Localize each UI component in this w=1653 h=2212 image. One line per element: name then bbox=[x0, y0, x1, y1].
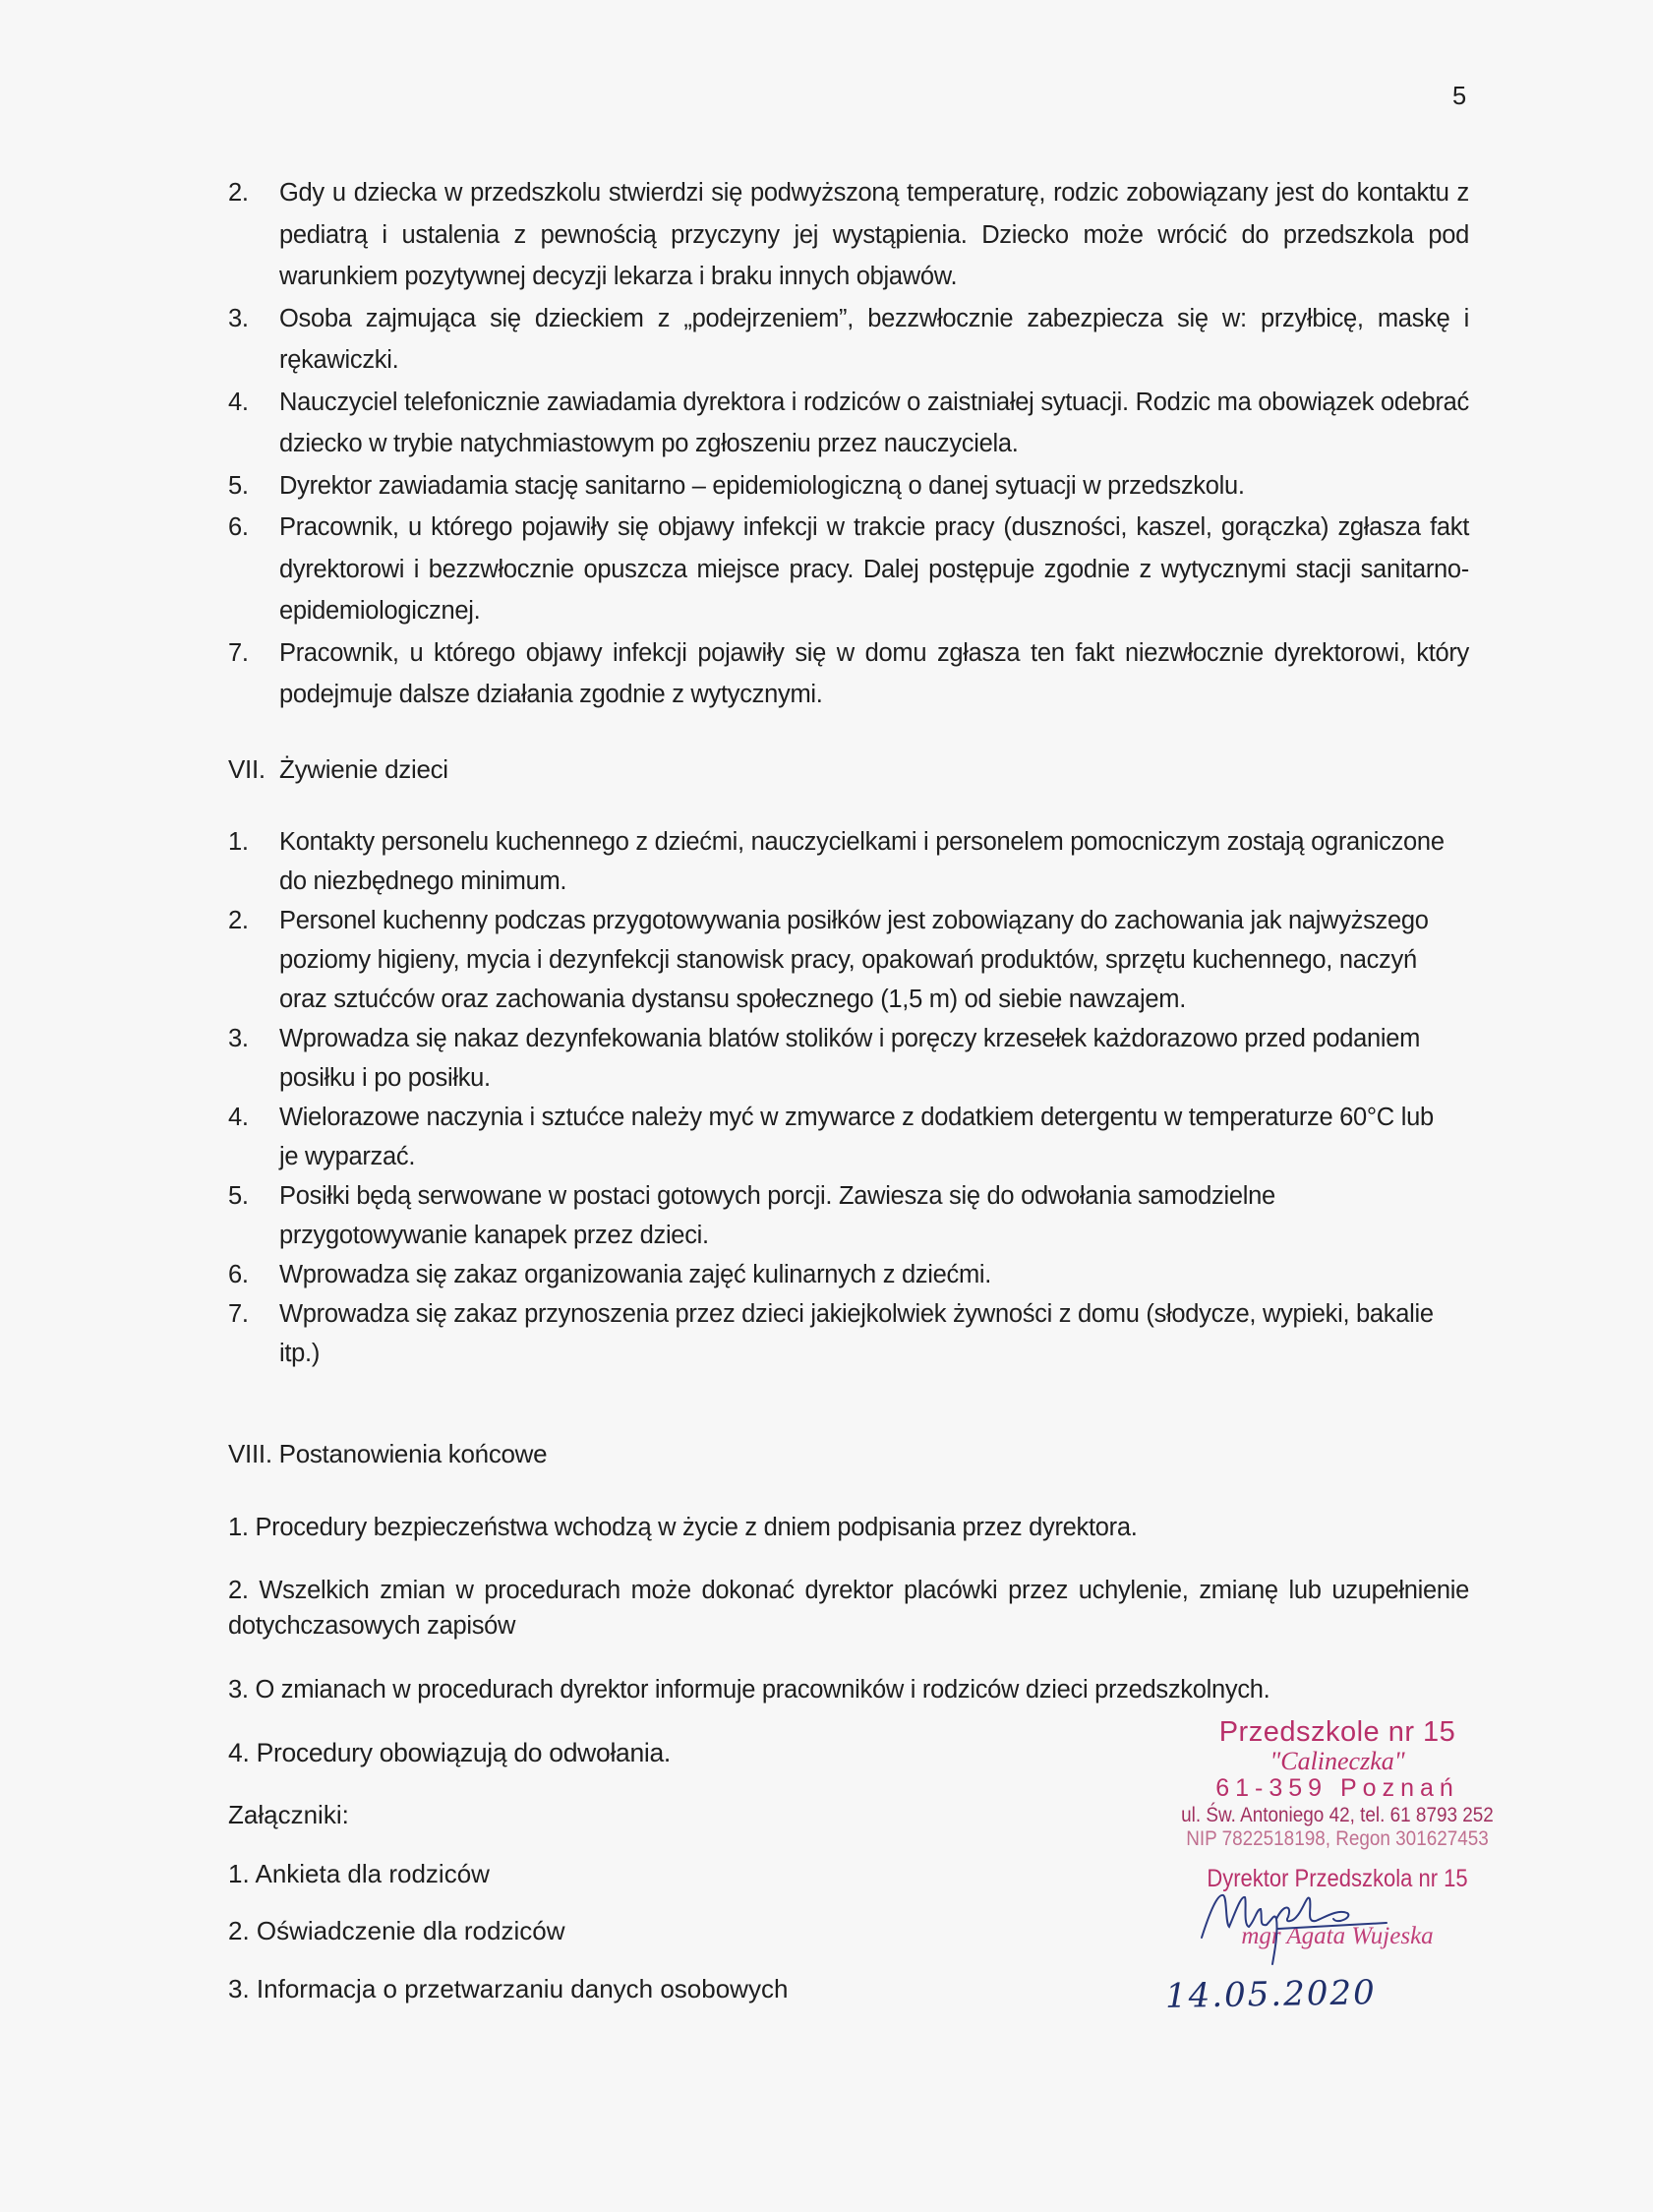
list-item bbox=[228, 901, 1447, 1019]
list-item bbox=[228, 1255, 1447, 1294]
stamp-director-name: mgr Agata Wujeska bbox=[1241, 1923, 1434, 1949]
item-text: Kontakty personelu kuchennego z dziećmi, nauczycielkami i personelem pomocniczym zostają ograniczone do niezbędnego minimum. bbox=[279, 828, 1445, 895]
list-item bbox=[228, 632, 1469, 716]
list-item bbox=[228, 822, 1447, 901]
item-number: 1. bbox=[228, 828, 249, 856]
item-number: 3. bbox=[228, 1025, 249, 1052]
list-item bbox=[228, 1294, 1447, 1373]
stamp-address: ul. Św. Antoniego 42, tel. 61 8793 252 bbox=[1181, 1803, 1494, 1826]
list-item bbox=[228, 298, 1469, 382]
item-text: Personel kuchenny podczas przygotowywania posiłków jest zobowiązany do zachowania jak najwyższego poziomy higieny, mycia i dezynfekcji stanowisk pracy, opakowań produktów, sprzętu kuchennego, naczyń oraz sztućców oraz zachowania dystansu społecznego (1,5 m) od siebie nawzajem. bbox=[279, 907, 1429, 1013]
handwritten-date: 14.05.2020 bbox=[1164, 1973, 1378, 2016]
closing-paragraph-4: 4. Procedury obowiązują do odwołania. bbox=[228, 1738, 671, 1767]
list-item bbox=[228, 1019, 1447, 1098]
item-text: Posiłki będą serwowane w postaci gotowych porcji. Zawiesza się do odwołania samodzielne przygotowywanie kanapek przez dzieci. bbox=[279, 1182, 1275, 1249]
attachment-item: 3. Informacja o przetwarzaniu danych osobowych bbox=[228, 1974, 789, 2003]
attachment-item: 1. Ankieta dla rodziców bbox=[228, 1859, 490, 1888]
section-title: Żywienie dzieci bbox=[279, 754, 448, 784]
section-vii-list bbox=[228, 822, 1447, 1373]
list-item bbox=[228, 172, 1469, 298]
closing-paragraph-1: 1. Procedury bezpieczeństwa wchodzą w życie z dniem podpisania przez dyrektora. bbox=[228, 1514, 1138, 1541]
list-item bbox=[228, 382, 1469, 465]
handwritten-signature bbox=[1190, 1883, 1406, 1972]
item-text: Wielorazowe naczynia i sztućce należy myć w zmywarce z dodatkiem detergentu w temperaturze 60°C lub je wyparzać. bbox=[279, 1104, 1434, 1170]
item-text: Wprowadza się nakaz dezynfekowania blatów stolików i poręczy krzesełek każdorazowo przed podaniem posiłku i po posiłku. bbox=[279, 1025, 1421, 1092]
item-number: 4. bbox=[228, 388, 249, 416]
section-vi-list bbox=[228, 172, 1469, 716]
page-number: 5 bbox=[1452, 83, 1466, 110]
list-item bbox=[228, 1098, 1447, 1176]
item-text: Pracownik, u którego pojawiły się objawy infekcji w trakcie pracy (duszności, kaszel, gorączka) zgłasza fakt dyrektorowi i bezzwłocznie opuszcza miejsce pracy. Dalej postępuje zgodnie z wytycznymi stacji sanitarno-epidemiologicznej. bbox=[279, 513, 1469, 625]
stamp-director-title: Dyrektor Przedszkola nr 15 bbox=[1207, 1865, 1468, 1892]
item-text: Nauczyciel telefonicznie zawiadamia dyrektora i rodziców o zaistniałej sytuacji. Rodzic ma obowiązek odebrać dziecko w trybie natychmiastowym po zgłoszeniu przez nauczyciela. bbox=[279, 388, 1469, 457]
item-number: 5. bbox=[228, 471, 249, 500]
item-number: 7. bbox=[228, 1300, 249, 1328]
stamp-tax-ids: NIP 7822518198, Regon 301627453 bbox=[1186, 1827, 1489, 1850]
item-number: 6. bbox=[228, 513, 249, 541]
item-number: 6. bbox=[228, 1261, 249, 1288]
stamp-institution-nickname: "Calineczka" bbox=[1269, 1747, 1405, 1775]
stamp-postal-city: 61-359 Poznań bbox=[1215, 1774, 1459, 1802]
closing-paragraph-2: 2. Wszelkich zmian w procedurach może dokonać dyrektor placówki przez uchylenie, zmianę lub uzupełnienie dotychczasowych zapisów bbox=[228, 1577, 1469, 1640]
attachments-title: Załączniki: bbox=[228, 1800, 349, 1829]
item-text: Wprowadza się zakaz organizowania zajęć kulinarnych z dziećmi. bbox=[279, 1261, 992, 1288]
item-number: 2. bbox=[228, 907, 249, 934]
item-number: 4. bbox=[228, 1104, 249, 1131]
list-item bbox=[228, 1176, 1447, 1255]
item-text: Pracownik, u którego objawy infekcji pojawiły się w domu zgłasza ten fakt niezwłocznie dyrektorowi, który podejmuje dalsze działania zgodnie z wytycznymi. bbox=[279, 638, 1469, 708]
stamp-institution-name: Przedszkole nr 15 bbox=[1218, 1716, 1456, 1748]
attachment-item: 2. Oświadczenie dla rodziców bbox=[228, 1916, 565, 1945]
closing-paragraph-3: 3. O zmianach w procedurach dyrektor informuje pracowników i rodziców dzieci przedszkolnych. bbox=[228, 1676, 1270, 1704]
item-text: Osoba zajmująca się dzieckiem z „podejrzeniem”, bezzwłocznie zabezpiecza się w: przyłbicę, maskę i rękawiczki. bbox=[279, 304, 1469, 374]
section-vii-heading bbox=[228, 754, 448, 785]
list-item bbox=[228, 465, 1469, 508]
list-item bbox=[228, 507, 1469, 632]
item-number: 3. bbox=[228, 304, 249, 332]
item-text: Gdy u dziecka w przedszkolu stwierdzi się podwyższoną temperaturę, rodzic zobowiązany jest do kontaktu z pediatrą i ustalenia z pewnością przyczyny jej wystąpienia. Dziecko może wrócić do przedszkola pod warunkiem pozytywnej decyzji lekarza i braku innych objawów. bbox=[279, 179, 1469, 290]
item-number: 7. bbox=[228, 638, 249, 667]
section-roman-numeral: VII. bbox=[228, 754, 266, 784]
item-text: Wprowadza się zakaz przynoszenia przez dzieci jakiejkolwiek żywności z domu (słodycze, wypieki, bakalie itp.) bbox=[279, 1300, 1434, 1367]
item-text: Dyrektor zawiadamia stację sanitarno – epidemiologiczną o danej sytuacji w przedszkolu. bbox=[279, 471, 1245, 500]
section-viii-heading: VIII. Postanowienia końcowe bbox=[228, 1439, 548, 1468]
item-number: 5. bbox=[228, 1182, 249, 1210]
item-number: 2. bbox=[228, 179, 249, 207]
